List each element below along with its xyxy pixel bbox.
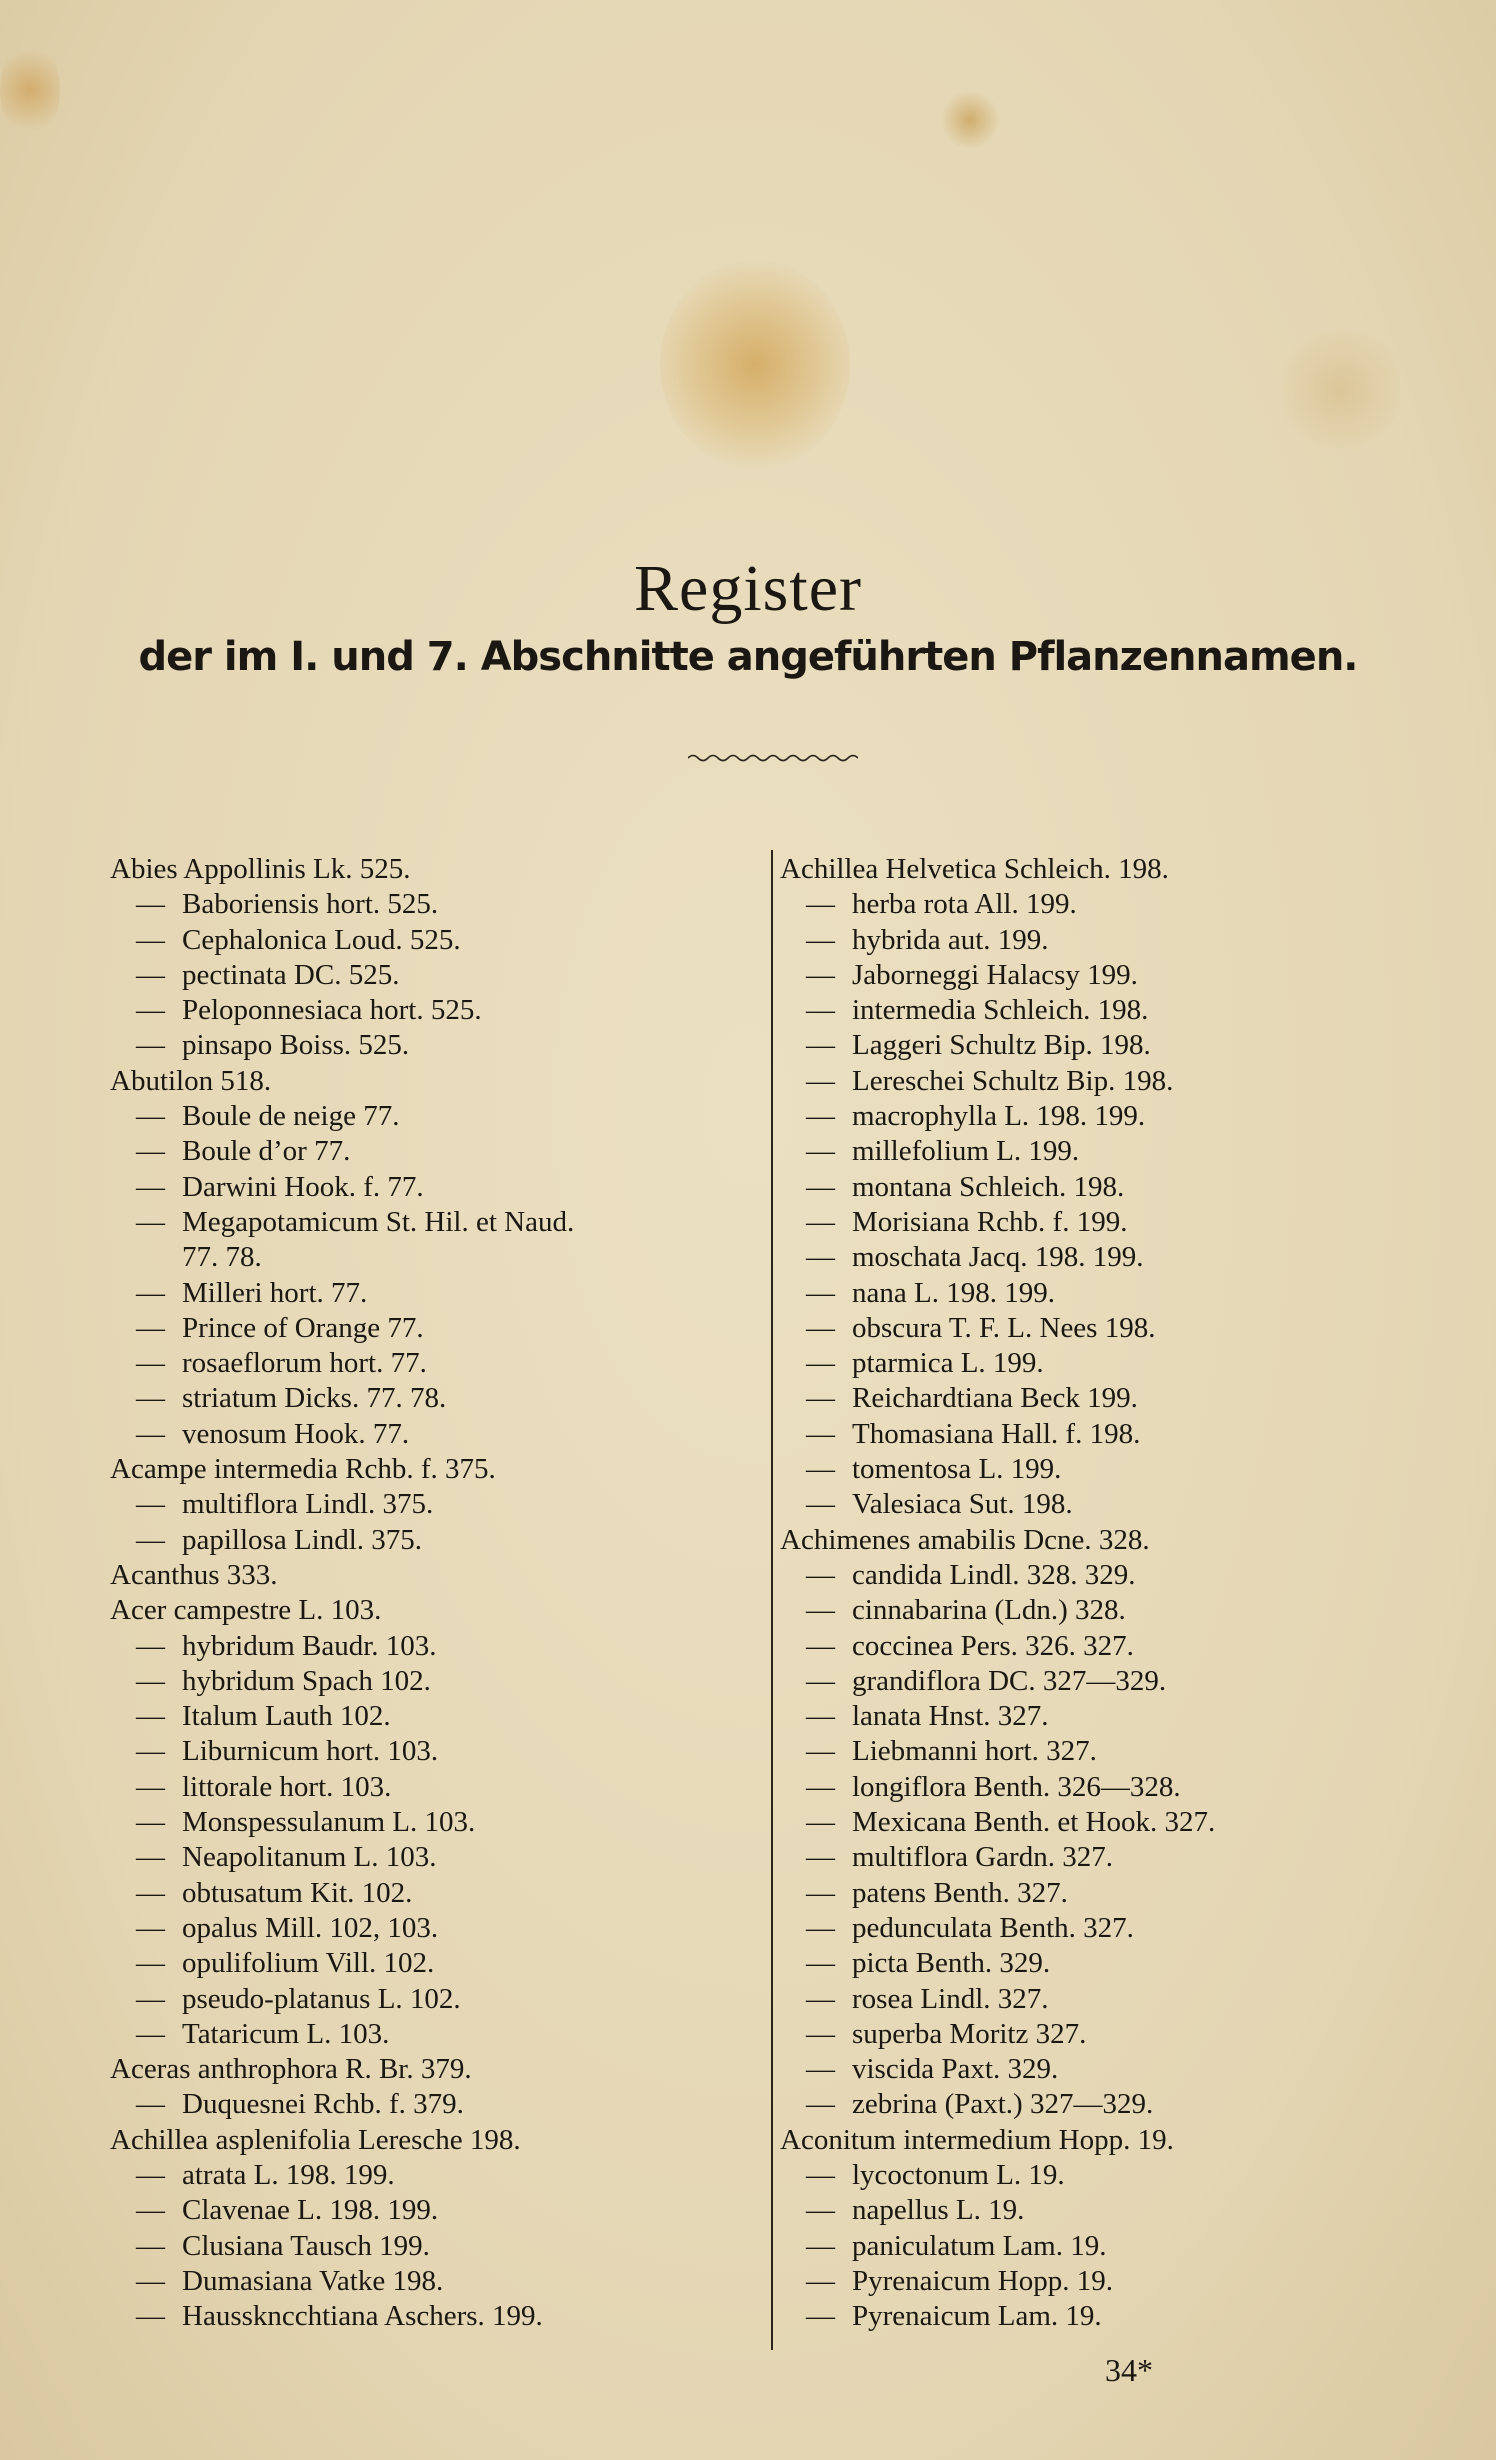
entry-text: hybrida aut. 199. — [852, 923, 1049, 956]
entry-text: opalus Mill. 102, 103. — [182, 1911, 439, 1944]
entry-text: nana L. 198. 199. — [852, 1276, 1055, 1309]
ditto-dash: — — [806, 1064, 835, 1097]
ditto-dash: — — [806, 1488, 835, 1521]
ditto-dash: — — [806, 1100, 835, 1133]
entry-text: Thomasiana Hall. f. 198. — [852, 1417, 1141, 1450]
page-subtitle: der im I. und 7. Abschnitte angeführten Pflanzennamen. — [138, 634, 1358, 680]
ditto-dash: — — [806, 1911, 835, 1944]
entry-text: Clavenae L. 198. 199. — [182, 2194, 439, 2227]
index-subentry — [110, 1734, 750, 1769]
index-subentry — [110, 923, 750, 958]
entry-text: pinsapo Boiss. 525. — [182, 1029, 410, 1062]
index-subentry — [110, 1028, 750, 1063]
index-continuation — [110, 1240, 750, 1275]
entry-text: Aceras anthrophora R. Br. 379. — [110, 2053, 472, 2086]
entry-text: lycoctonum L. 19. — [852, 2158, 1065, 2191]
ditto-dash: — — [136, 1770, 165, 1803]
ditto-dash: — — [136, 1735, 165, 1768]
ditto-dash: — — [806, 2053, 835, 2086]
ditto-dash: — — [806, 888, 835, 921]
entry-text: Liburnicum hort. 103. — [182, 1735, 439, 1768]
index-subentry — [780, 1205, 1460, 1240]
index-subentry — [110, 2017, 750, 2052]
index-subentry — [780, 1911, 1460, 1946]
ditto-dash: — — [136, 2158, 165, 2191]
ditto-dash: — — [136, 1382, 165, 1415]
index-subentry — [110, 2299, 750, 2334]
index-subentry — [110, 2087, 750, 2122]
entry-text: rosaeflorum hort. 77. — [182, 1347, 427, 1380]
index-subentry — [780, 2299, 1460, 2334]
ditto-dash: — — [806, 1629, 835, 1662]
page-number: 34* — [1105, 2352, 1153, 2388]
index-subentry — [780, 887, 1460, 922]
ditto-dash: — — [136, 2088, 165, 2121]
index-subentry — [780, 1982, 1460, 2017]
index-subentry — [780, 1240, 1460, 1275]
ditto-dash: — — [806, 1770, 835, 1803]
entry-text: montana Schleich. 198. — [852, 1170, 1125, 1203]
entry-text: multiflora Gardn. 327. — [852, 1841, 1113, 1874]
entry-text: multiflora Lindl. 375. — [182, 1488, 434, 1521]
entry-text: macrophylla L. 198. 199. — [852, 1100, 1146, 1133]
index-subentry — [780, 1770, 1460, 1805]
ditto-dash: — — [806, 1205, 835, 1238]
ditto-dash: — — [806, 1347, 835, 1380]
index-subentry — [110, 1629, 750, 1664]
ditto-dash: — — [806, 2264, 835, 2297]
entry-text: littorale hort. 103. — [182, 1770, 392, 1803]
entry-text: Duquesnei Rchb. f. 379. — [182, 2088, 464, 2121]
index-entry — [110, 2052, 750, 2087]
ditto-dash: — — [136, 1170, 165, 1203]
entry-text: millefolium L. 199. — [852, 1135, 1080, 1168]
entry-text: Baboriensis hort. 525. — [182, 888, 439, 921]
ditto-dash: — — [806, 1029, 835, 1062]
index-subentry — [780, 2052, 1460, 2087]
entry-text: rosea Lindl. 327. — [852, 1982, 1049, 2015]
index-subentry — [780, 1099, 1460, 1134]
index-subentry — [110, 1770, 750, 1805]
ditto-dash: — — [806, 1276, 835, 1309]
entry-text: obtusatum Kit. 102. — [182, 1876, 413, 1909]
index-subentry — [110, 2193, 750, 2228]
index-subentry — [110, 1276, 750, 1311]
entry-text: viscida Paxt. 329. — [852, 2053, 1059, 2086]
entry-text: Achillea Helvetica Schleich. 198. — [780, 853, 1169, 885]
entry-text: obscura T. F. L. Nees 198. — [852, 1311, 1156, 1344]
index-subentry — [110, 1699, 750, 1734]
ditto-dash: — — [136, 1417, 165, 1450]
entry-text: Italum Lauth 102. — [182, 1700, 391, 1733]
index-entry — [110, 1593, 750, 1628]
entry-text: lanata Hnst. 327. — [852, 1700, 1049, 1733]
index-subentry — [110, 2264, 750, 2299]
ditto-dash: — — [136, 1205, 165, 1238]
ditto-dash: — — [806, 1735, 835, 1768]
index-subentry — [110, 1170, 750, 1205]
ditto-dash: — — [136, 1876, 165, 1909]
entry-text: ptarmica L. 199. — [852, 1347, 1044, 1380]
ditto-dash: — — [136, 1311, 165, 1344]
index-subentry — [780, 1311, 1460, 1346]
ditto-dash: — — [806, 1135, 835, 1168]
index-subentry — [780, 1734, 1460, 1769]
ditto-dash: — — [806, 1453, 835, 1486]
index-subentry — [110, 2158, 750, 2193]
ditto-dash: — — [136, 1488, 165, 1521]
entry-text: Abutilon 518. — [110, 1064, 272, 1097]
index-subentry — [110, 2229, 750, 2264]
ditto-dash: — — [806, 1241, 835, 1274]
index-column-left — [110, 852, 750, 2334]
entry-text: Valesiaca Sut. 198. — [852, 1488, 1073, 1521]
ditto-dash: — — [806, 2158, 835, 2191]
index-entry — [110, 852, 750, 887]
ditto-dash: — — [136, 994, 165, 1027]
index-entry — [110, 2123, 750, 2158]
ditto-dash: — — [806, 958, 835, 991]
entry-text: patens Benth. 327. — [852, 1876, 1068, 1909]
index-subentry — [780, 1452, 1460, 1487]
ditto-dash: — — [806, 994, 835, 1027]
index-subentry — [780, 1346, 1460, 1381]
entry-text: Megapotamicum St. Hil. et Naud. — [182, 1205, 575, 1238]
index-subentry — [780, 1699, 1460, 1734]
index-subentry — [780, 1487, 1460, 1522]
entry-text: Monspessulanum L. 103. — [182, 1806, 476, 1839]
foxing-stain — [940, 90, 1000, 150]
index-column-right — [780, 852, 1460, 2334]
ditto-dash: — — [806, 1170, 835, 1203]
ditto-dash: — — [136, 2017, 165, 2050]
entry-text: tomentosa L. 199. — [852, 1453, 1062, 1486]
ditto-dash: — — [136, 2229, 165, 2262]
ditto-dash: — — [806, 2088, 835, 2121]
entry-text: Pyrenaicum Hopp. 19. — [852, 2264, 1113, 2297]
entry-text: pectinata DC. 525. — [182, 958, 400, 991]
entry-text: Acanthus 333. — [110, 1558, 278, 1591]
entry-text: Liebmanni hort. 327. — [852, 1735, 1097, 1768]
ditto-dash: — — [806, 1876, 835, 1909]
index-subentry — [780, 2229, 1460, 2264]
entry-text: Dumasiana Vatke 198. — [182, 2264, 444, 2297]
index-subentry — [780, 2193, 1460, 2228]
entry-text: hybridum Spach 102. — [182, 1664, 431, 1697]
index-subentry — [110, 958, 750, 993]
entry-text: Pyrenaicum Lam. 19. — [852, 2300, 1102, 2333]
entry-text: Reichardtiana Beck 199. — [852, 1382, 1138, 1415]
ditto-dash: — — [136, 1982, 165, 2015]
ditto-dash: — — [806, 1311, 835, 1344]
index-subentry — [110, 1311, 750, 1346]
index-subentry — [780, 1840, 1460, 1875]
entry-text: Cephalonica Loud. 525. — [182, 923, 461, 956]
ditto-dash: — — [136, 1911, 165, 1944]
entry-text: intermedia Schleich. 198. — [852, 994, 1149, 1027]
ditto-dash: — — [136, 1135, 165, 1168]
index-subentry — [780, 1417, 1460, 1452]
entry-text: longiflora Benth. 326—328. — [852, 1770, 1181, 1803]
ditto-dash: — — [806, 2229, 835, 2262]
ditto-dash: — — [806, 923, 835, 956]
entry-text: Aconitum intermedium Hopp. 19. — [780, 2123, 1174, 2156]
entry-text: Mexicana Benth. et Hook. 327. — [852, 1806, 1216, 1839]
entry-text: Acampe intermedia Rchb. f. 375. — [110, 1453, 496, 1486]
index-subentry — [780, 1170, 1460, 1205]
ditto-dash: — — [806, 1417, 835, 1450]
index-entry — [110, 1558, 750, 1593]
ditto-dash: — — [806, 2017, 835, 2050]
foxing-stain — [660, 260, 850, 470]
entry-text: moschata Jacq. 198. 199. — [852, 1241, 1144, 1274]
index-subentry — [780, 2264, 1460, 2299]
entry-text: Milleri hort. 77. — [182, 1276, 368, 1309]
index-subentry — [110, 1099, 750, 1134]
entry-text: 77. 78. — [182, 1241, 262, 1274]
entry-text: napellus L. 19. — [852, 2194, 1025, 2227]
index-subentry — [110, 1523, 750, 1558]
entry-text: Clusiana Tausch 199. — [182, 2229, 430, 2262]
index-subentry — [780, 1134, 1460, 1169]
ditto-dash: — — [136, 888, 165, 921]
ditto-dash: — — [136, 923, 165, 956]
entry-text: superba Moritz 327. — [852, 2017, 1087, 2050]
ditto-dash: — — [136, 2300, 165, 2333]
entry-text: pseudo-platanus L. 102. — [182, 1982, 461, 2015]
index-subentry — [780, 1876, 1460, 1911]
entry-text: Prince of Orange 77. — [182, 1311, 424, 1344]
ditto-dash: — — [806, 1594, 835, 1627]
entry-text: opulifolium Vill. 102. — [182, 1947, 435, 1980]
ditto-dash: — — [136, 1947, 165, 1980]
ditto-dash: — — [136, 1523, 165, 1556]
entry-text: atrata L. 198. 199. — [182, 2158, 395, 2191]
index-subentry — [110, 1487, 750, 1522]
entry-text: Darwini Hook. f. 77. — [182, 1170, 424, 1203]
entry-text: Morisiana Rchb. f. 199. — [852, 1205, 1128, 1238]
index-subentry — [110, 1911, 750, 1946]
ditto-dash: — — [136, 2264, 165, 2297]
ditto-dash: — — [136, 1347, 165, 1380]
index-subentry — [780, 1558, 1460, 1593]
ditto-dash: — — [806, 1382, 835, 1415]
column-divider — [771, 850, 773, 2350]
wavy-rule — [688, 752, 858, 764]
entry-text: Boule d’or 77. — [182, 1135, 351, 1168]
entry-text: herba rota All. 199. — [852, 888, 1077, 921]
entry-text: Jaborneggi Halacsy 199. — [852, 958, 1138, 991]
ditto-dash: — — [806, 1982, 835, 2015]
index-subentry — [110, 1664, 750, 1699]
index-subentry — [780, 1381, 1460, 1416]
page-title: Register — [634, 552, 862, 626]
index-subentry — [780, 2017, 1460, 2052]
index-subentry — [780, 1028, 1460, 1063]
ditto-dash: — — [806, 1664, 835, 1697]
entry-text: Lereschei Schultz Bip. 198. — [852, 1064, 1174, 1097]
ditto-dash: — — [136, 1100, 165, 1133]
index-subentry — [110, 1134, 750, 1169]
entry-text: paniculatum Lam. 19. — [852, 2229, 1107, 2262]
entry-text: Peloponnesiaca hort. 525. — [182, 994, 482, 1027]
ditto-dash: — — [136, 958, 165, 991]
entry-text: Tataricum L. 103. — [182, 2017, 390, 2050]
index-subentry — [780, 1664, 1460, 1699]
ditto-dash: — — [806, 1806, 835, 1839]
ditto-dash: — — [806, 2300, 835, 2333]
index-subentry — [780, 1946, 1460, 1981]
index-subentry — [110, 1205, 750, 1240]
index-subentry — [780, 1629, 1460, 1664]
ditto-dash: — — [806, 2194, 835, 2227]
foxing-stain — [1280, 320, 1400, 460]
entry-text: cinnabarina (Ldn.) 328. — [852, 1594, 1126, 1627]
index-subentry — [780, 1593, 1460, 1628]
index-subentry — [110, 1982, 750, 2017]
ditto-dash: — — [136, 1629, 165, 1662]
index-subentry — [780, 2087, 1460, 2122]
ditto-dash: — — [806, 1558, 835, 1591]
index-subentry — [780, 1276, 1460, 1311]
ditto-dash: — — [806, 1947, 835, 1980]
entry-text: grandiflora DC. 327—329. — [852, 1664, 1167, 1697]
index-subentry — [110, 1417, 750, 1452]
index-subentry — [780, 1805, 1460, 1840]
entry-text: Acer campestre L. 103. — [110, 1594, 382, 1627]
ditto-dash: — — [136, 2194, 165, 2227]
entry-text: Achillea asplenifolia Leresche 198. — [110, 2123, 521, 2156]
entry-text: papillosa Lindl. 375. — [182, 1523, 423, 1556]
entry-text: zebrina (Paxt.) 327—329. — [852, 2088, 1154, 2121]
index-entry — [780, 1523, 1460, 1558]
index-subentry — [780, 958, 1460, 993]
entry-text: Neapolitanum L. 103. — [182, 1841, 437, 1874]
index-subentry — [110, 1381, 750, 1416]
index-subentry — [110, 993, 750, 1028]
index-entry — [110, 1064, 750, 1099]
ditto-dash: — — [136, 1276, 165, 1309]
entry-text: Boule de neige 77. — [182, 1100, 400, 1133]
index-subentry — [780, 923, 1460, 958]
index-entry — [780, 2123, 1460, 2158]
entry-text: Laggeri Schultz Bip. 198. — [852, 1029, 1151, 1062]
entry-text: striatum Dicks. 77. 78. — [182, 1382, 447, 1415]
index-entry — [780, 852, 1460, 887]
index-subentry — [110, 1346, 750, 1381]
entry-text: venosum Hook. 77. — [182, 1417, 410, 1450]
entry-text: Hausskncchtiana Aschers. 199. — [182, 2300, 543, 2333]
entry-text: picta Benth. 329. — [852, 1947, 1051, 1980]
index-subentry — [110, 887, 750, 922]
ditto-dash: — — [136, 1700, 165, 1733]
entry-text: candida Lindl. 328. 329. — [852, 1558, 1136, 1591]
index-subentry — [110, 1876, 750, 1911]
index-subentry — [780, 993, 1460, 1028]
ditto-dash: — — [136, 1806, 165, 1839]
index-subentry — [110, 1840, 750, 1875]
index-subentry — [110, 1946, 750, 1981]
index-subentry — [780, 2158, 1460, 2193]
index-subentry — [110, 1805, 750, 1840]
ditto-dash: — — [806, 1841, 835, 1874]
entry-text: coccinea Pers. 326. 327. — [852, 1629, 1134, 1662]
ditto-dash: — — [136, 1841, 165, 1874]
index-entry — [110, 1452, 750, 1487]
index-subentry — [780, 1064, 1460, 1099]
entry-text: pedunculata Benth. 327. — [852, 1911, 1134, 1944]
entry-text: Achimenes amabilis Dcne. 328. — [780, 1523, 1150, 1556]
ditto-dash: — — [136, 1664, 165, 1697]
entry-text: hybridum Baudr. 103. — [182, 1629, 437, 1662]
ditto-dash: — — [136, 1029, 165, 1062]
ditto-dash: — — [806, 1700, 835, 1733]
entry-text: Abies Appollinis Lk. 525. — [110, 853, 411, 885]
foxing-stain — [0, 40, 60, 140]
